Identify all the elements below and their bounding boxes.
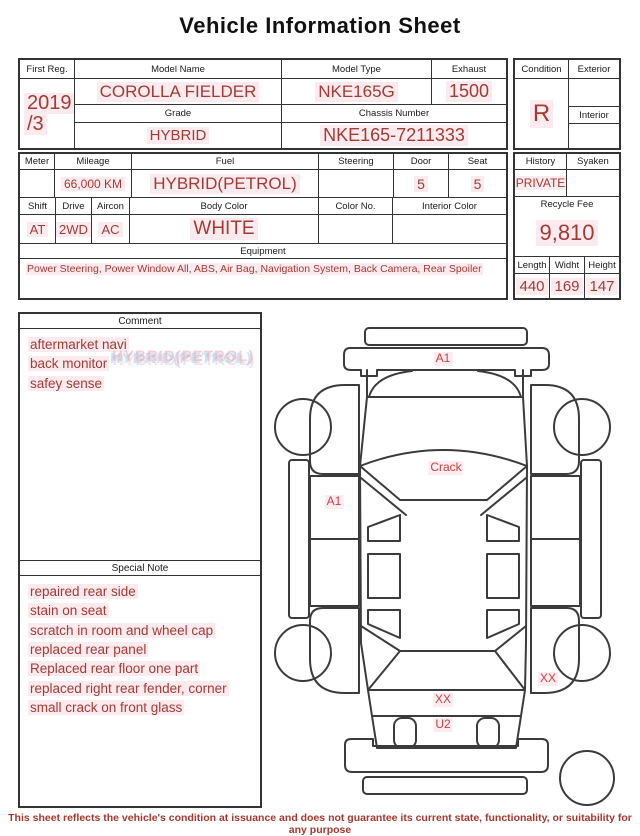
rear-underfloor-marker: U2 [435, 717, 451, 731]
width-value: 169 [550, 274, 585, 298]
width-label: Widht [550, 257, 585, 274]
interior-color-label: Interior Color [393, 198, 506, 215]
recycle-fee-value: 9,810 [536, 210, 597, 256]
special-note-content [20, 576, 260, 806]
special-note-line: scratch in room and wheel cap [30, 622, 214, 638]
comment-line: back monitor [30, 356, 108, 372]
model-type-label: Model Type [282, 60, 432, 79]
special-note-line: small crack on front glass [30, 700, 183, 716]
body-color-label: Body Color [130, 198, 319, 215]
right-rear-fender-marker: XX [539, 671, 557, 685]
length-label: Length [515, 257, 550, 274]
first-reg-month: /3 [24, 114, 47, 135]
seat-value: 5 [449, 170, 506, 197]
condition-table [513, 58, 621, 150]
drive-value: 2WD [56, 215, 92, 243]
first-reg-value [20, 79, 75, 148]
color-no-value [319, 215, 393, 243]
exhaust-label: Exhaust [432, 60, 506, 79]
first-reg-year: 2019 [24, 93, 75, 114]
equipment-section [20, 244, 506, 298]
disclaimer-footer: This sheet reflects the vehicle's condition at issuance and does not guarantee its current state, functionality, or suitability for any purpose [8, 812, 632, 836]
comment-label: Comment [20, 314, 260, 329]
height-label: Height [585, 257, 619, 274]
interior-color-value [393, 215, 506, 243]
body-color-value: WHITE [130, 215, 319, 243]
condition-value: R [515, 79, 569, 148]
syaken-value [567, 170, 619, 196]
history-label: History [515, 154, 567, 170]
exhaust-value: 1500 [432, 79, 506, 105]
length-value: 440 [515, 274, 550, 298]
history-value: PRIVATE [515, 170, 567, 196]
car-damage-diagram [266, 308, 634, 813]
recycle-fee-label: Recycle Fee [540, 199, 594, 210]
mileage-value: 66,000 KM [55, 170, 132, 197]
mileage-label: Mileage [55, 154, 132, 170]
windshield-crack-marker: Crack [430, 460, 462, 474]
equipment-label: Equipment [20, 244, 506, 259]
left-front-door-marker: A1 [326, 494, 342, 508]
model-type-value: NKE165G [282, 79, 432, 105]
recycle-fee-section [515, 197, 619, 257]
special-note-line: stain on seat [30, 603, 107, 619]
comment-line: safey sense [30, 375, 103, 391]
model-name-label: Model Name [75, 60, 282, 79]
interior-label: Interior [569, 107, 619, 124]
steering-label: Steering [319, 154, 394, 170]
grade-value: HYBRID [75, 123, 282, 148]
seat-label: Seat [449, 154, 506, 170]
identity-table [18, 58, 508, 150]
page-title: Vehicle Information Sheet [179, 13, 461, 38]
meter-value [20, 170, 55, 197]
grade-label: Grade [75, 105, 282, 123]
special-note-line: Replaced rear floor one part [30, 661, 199, 677]
watermark-ghost: HYBRID(PETROL) [111, 348, 255, 365]
door-value: 5 [394, 170, 449, 197]
condition-label: Condition [515, 60, 569, 79]
steering-value [319, 170, 394, 197]
exterior-label: Exterior [569, 60, 619, 79]
equipment-value: Power Steering, Power Window All, ABS, Air Bag, Navigation System, Back Camera, Rear Spoiler [27, 263, 482, 275]
syaken-label: Syaken [567, 154, 619, 170]
shift-value: AT [20, 215, 56, 243]
chassis-number-label: Chassis Number [282, 105, 506, 123]
history-dimensions-table [513, 152, 621, 300]
comment-content [20, 329, 260, 560]
special-note-line: replaced rear panel [30, 642, 147, 658]
interior-value [569, 124, 619, 148]
special-note-line: replaced right rear fender, corner [30, 680, 227, 696]
spec-table [18, 152, 508, 300]
shift-label: Shift [20, 198, 56, 215]
comment-special-note-box [18, 312, 262, 808]
exterior-value [569, 79, 619, 107]
special-note-label: Special Note [20, 560, 260, 576]
first-reg-label: First Reg. [20, 60, 75, 79]
rear-panel-marker: XX [434, 692, 452, 706]
special-note-line: repaired rear side [30, 584, 136, 599]
car-top-view-icon [266, 308, 634, 813]
meter-label: Meter [20, 154, 55, 170]
aircon-value: AC [92, 215, 130, 243]
model-name-value: COROLLA FIELDER [75, 79, 282, 105]
comment-line: aftermarket navi [30, 337, 127, 352]
front-bumper-marker: A1 [435, 351, 451, 365]
chassis-number-value: NKE165-7211333 [282, 123, 506, 148]
fuel-value: HYBRID(PETROL) [132, 170, 319, 197]
fuel-label: Fuel [132, 154, 319, 170]
aircon-label: Aircon [92, 198, 130, 215]
drive-label: Drive [56, 198, 92, 215]
door-label: Door [394, 154, 449, 170]
height-value: 147 [585, 274, 619, 298]
color-no-label: Color No. [319, 198, 393, 215]
